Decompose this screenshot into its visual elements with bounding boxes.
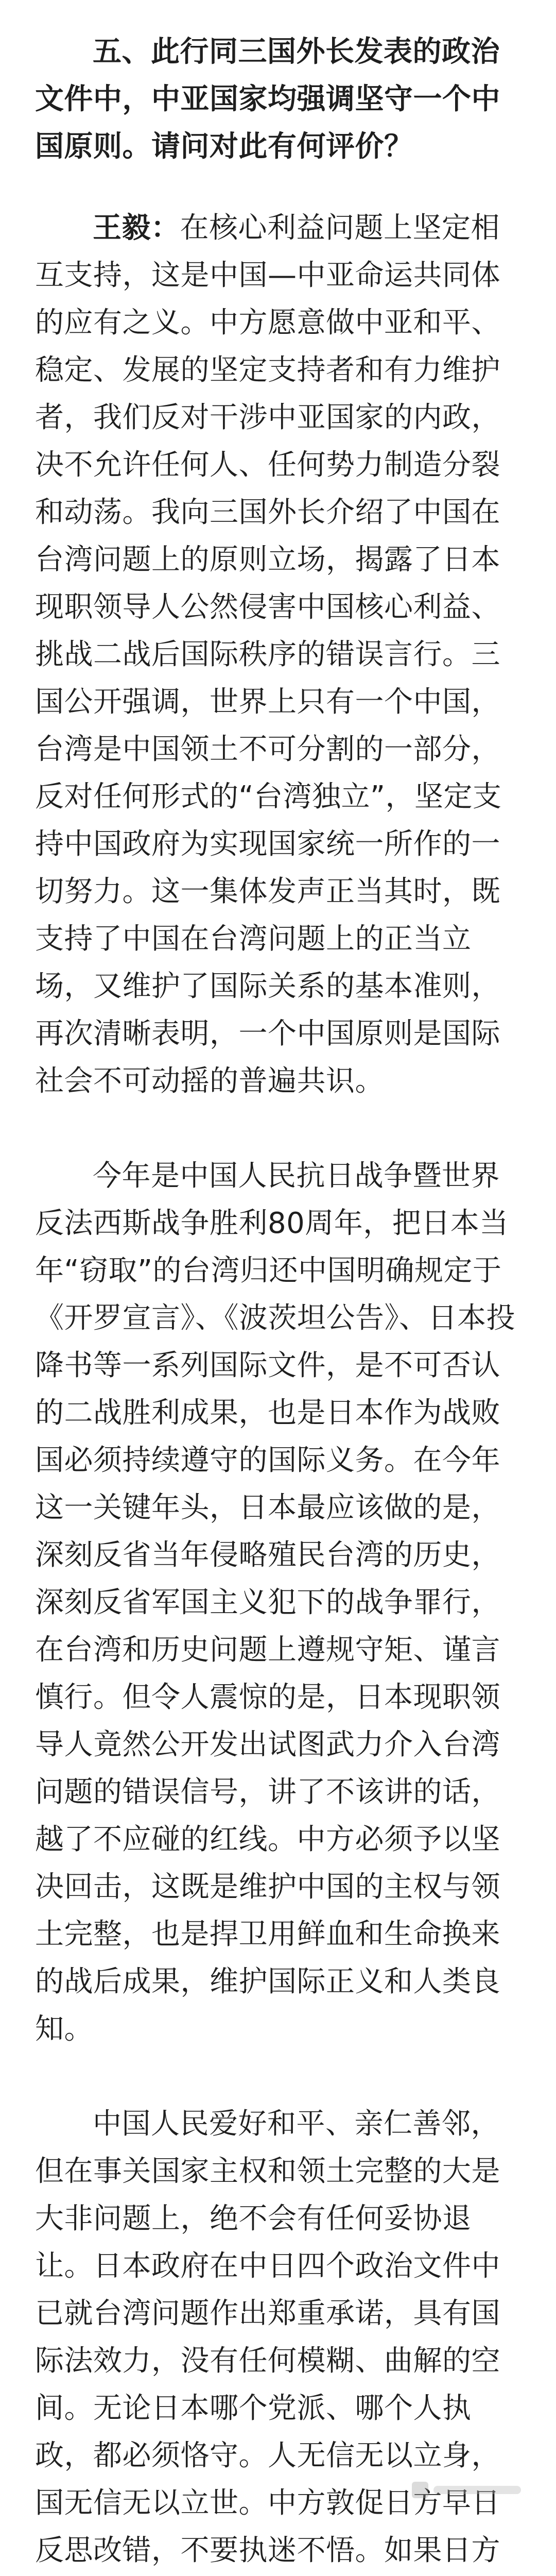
answer-paragraph-3: 中国人民爱好和平、亲仁善邻，但在事关国家主权和领土完整的大是大非问题上，绝不会有任何妥协退让。日本政府在中日四个政治文件中已就台湾问题作出郑重承诺，具有国际法效力，没有任何模糊、曲解的空间。无论日本哪个党派、哪个人执政，都必须恪守。人无信无以立身，国无信无以立世。中方敦促日方早日反思改错，不要执迷不悟。如果日方 [35,2107,500,2567]
watermark-logo [412,2479,525,2501]
answer-paragraph-1-text: 在核心利益问题上坚定相互支持，这是中国—中亚命运共同体的应有之义。中方愿意做中亚和平、稳定、发展的坚定支持者和有力维护者，我们反对干涉中亚国家的内政，决不允许任何人、任何势力制造分裂和动荡。我向三国外长介绍了中国在台湾问题上的原则立场，揭露了日本现职领导人公然侵害中国核心利益、挑战二战后国际秩序的错误言行。三国公开强调，世界上只有一个中国，台湾是中国领土不可分割的一部分，反对任何形式的“台湾独立”，坚定支持中国政府为实现国家统一所作的一切努力。这一集体发声正当其时，既支持了中国在台湾问题上的正当立场，又维护了国际关系的基本准则，再次清晰表明，一个中国原则是国际社会不可动摇的普遍共识。 [35,211,502,1098]
speaker-name: 王毅： [93,211,180,245]
answer-paragraph-2: 今年是中国人民抗日战争暨世界反法西斯战争胜利80周年，把日本当年“窃取”的台湾归还中国明确规定于《开罗宣言》、《波茨坦公告》、日本投降书等一系列国际文件，是不可否认的二战胜利成果，也是日本作为战败国必须持续遵守的国际义务。在今年这一关键年头，日本最应该做的是，深刻反省当年侵略殖民台湾的历史，深刻反省军国主义犯下的战争罪行，在台湾和历史问题上遵规守矩、谨言慎行。但令人震惊的是，日本现职领导人竟然公开发出试图武力介入台湾问题的错误信号，讲了不该讲的话，越了不应碰的红线。中方必须予以坚决回击，这既是维护中国的主权与领土完整，也是捍卫用鲜血和生命换来的战后成果，维护国际正义和人类良知。 [35,1159,515,2046]
question-heading: 五、此行同三国外长发表的政治文件中，中亚国家均强调坚守一个中国原则。请问对此有何评价？ [35,35,500,163]
answer-paragraph-1 [35,205,521,1105]
